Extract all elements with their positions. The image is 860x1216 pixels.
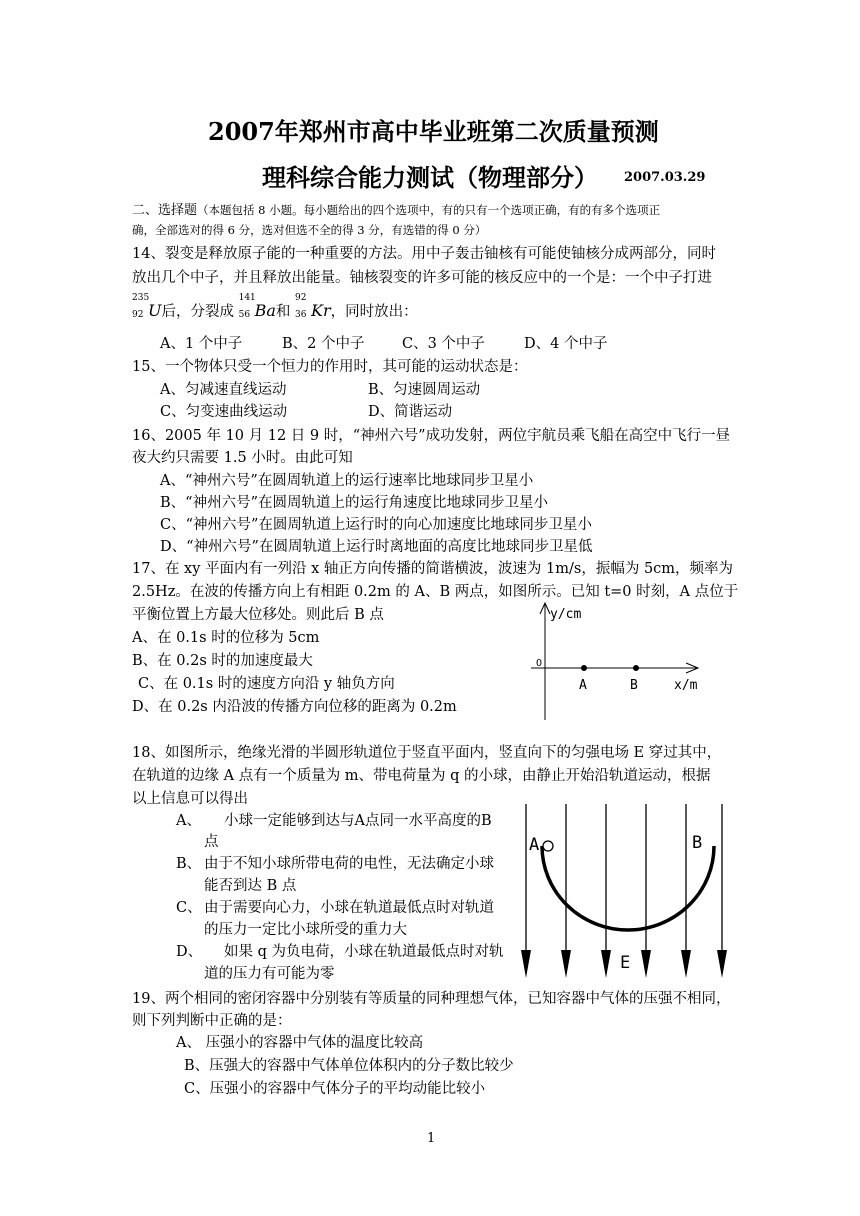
q16-line2: 夜大约只需要 1.5 小时。由此可知 [132,450,353,466]
section-heading: 二、选择题 [132,203,198,218]
q18-option-d-line2: 道的压力有可能为零 [204,966,335,982]
q17-option-c: C、在 0.1s 时的速度方向沿 y 轴负方向 [138,676,395,692]
q14-option-a: A、1 个中子 [160,336,243,352]
q18-option-a-label: A、 [176,813,201,829]
q16-line1: 16、2005 年 10 月 12 日 9 时，“神州六号”成功发射，两位宇航员乘飞船在高空中飞行一昼 [132,428,731,444]
q14-line3: 235 92 U后，分裂成 141 56 Ba和 92 36 Kr，同时放出： [132,293,418,320]
point-a-label: A [529,835,540,855]
field-label: E [620,953,631,973]
q18-option-d-label: D、 [176,944,203,960]
section-heading-line [132,199,660,218]
q19-option-a: A、 压强小的容器中气体的温度比较高 [176,1035,424,1051]
point-b-label: B [630,678,638,693]
q14-line2: 放出几个中子，并且释放出能量。铀核裂变的许多可能的核反应中的一个是：一个中子打进 [132,270,712,286]
q15-stem: 15、一个物体只受一个恒力的作用时，其可能的运动状态是： [132,359,528,375]
origin-label: O [536,658,543,669]
point-b-dot [633,665,639,671]
q18-option-d-line1: 如果 q 为负电荷，小球在轨道最低点时对轨 [224,944,504,960]
q16-option-d: D、“神州六号”在圆周轨道上运行时离地面的高度比地球同步卫星低 [160,539,593,555]
q19-line1: 19、两个相同的密闭容器中分别装有等质量的同种理想气体，已知容器中气体的压强不相同， [132,991,731,1007]
q15-option-c: C、匀变速曲线运动 [160,404,288,420]
q18-option-c-label: C、 [176,900,202,916]
wave-axis-figure [528,600,708,724]
q14-option-c: C、3 个中子 [402,336,485,352]
q14-line1: 14、裂变是释放原子能的一种重要的方法。用中子轰击铀核有可能使铀核分成两部分，同时 [132,246,716,262]
q18-option-b-line2: 能否到达 B 点 [204,878,297,894]
point-a-label: A [579,678,587,693]
ball [543,841,553,851]
q18-option-c-line2: 的压力一定比小球所受的重力大 [204,922,407,938]
q17-option-a: A、在 0.1s 时的位移为 5cm [132,630,320,646]
exam-date: 2007.03.29 [624,170,706,185]
q18-line3: 以上信息可以得出 [132,791,248,807]
q17-line2: 2.5Hz。在波的传播方向上有相距 0.2m 的 A、B 两点，如图所示。已知 t=0 时刻，A 点位于 [132,584,739,600]
field-lines [526,804,722,960]
uranium-isotope: 235 92 U [132,293,162,320]
page-number: 1 [427,1131,436,1146]
q14-option-b: B、2 个中子 [282,336,365,352]
point-b-label: B [692,833,703,853]
q15-option-a: A、匀减速直线运动 [160,382,287,398]
q18-option-a-line1: 小球一定能够到达与A点同一水平高度的B [224,813,492,829]
section-note: （本题包括 8 小题。每小题给出的四个选项中，有的只有一个选项正确，有的有多个选项正 [197,203,661,217]
q16-option-c: C、“神州六号”在圆周轨道上运行时的向心加速度比地球同步卫星小 [160,517,592,533]
q17-line1: 17、在 xy 平面内有一列沿 x 轴正方向传播的简谐横波，波速为 1m/s，振幅为 5cm，频率为 [132,561,734,577]
q16-option-a: A、“神州六号”在圆周轨道上的运行速率比地球同步卫星小 [160,473,534,489]
q18-option-b-line1: 由于不知小球所带电荷的电性，无法确定小球 [204,856,494,872]
semicircle-track [542,846,714,930]
krypton-isotope: 92 36 Kr [295,293,331,320]
barium-isotope: 141 56 Ba [238,293,276,320]
q17-option-b: B、在 0.2s 时的加速度最大 [132,653,313,669]
page-subtitle: 理科综合能力测试（物理部分） [262,163,598,192]
q18-option-c-line1: 由于需要向心力，小球在轨道最低点时对轨道 [204,900,494,916]
section-note-line2: 确，全部选对的得 6 分，选对但选不全的得 3 分，有选错的得 0 分） [132,223,487,237]
q19-option-c: C、压强小的容器中气体分子的平均动能比较小 [184,1081,486,1097]
q17-line3: 平衡位置上方最大位移处。则此后 B 点 [132,607,384,623]
q19-option-b: B、压强大的容器中气体单位体积内的分子数比较少 [184,1058,514,1074]
q14-option-d: D、4 个中子 [524,336,608,352]
q15-option-b: B、匀速圆周运动 [368,382,481,398]
q15-option-d: D、简谐运动 [368,404,453,420]
q17-option-d: D、在 0.2s 内沿波的传播方向位移的距离为 0.2m [132,699,457,715]
q18-line2: 在轨道的边缘 A 点有一个质量为 m、带电荷量为 q 的小球，由静止开始沿轨道运动，根据 [132,768,711,784]
q19-line2: 则下列判断中正确的是： [132,1013,292,1029]
semicircle-track-figure [514,800,734,988]
y-axis-label: y/cm [550,607,582,622]
q18-option-b-label: B、 [176,856,202,872]
q18-line1: 18、如图所示，绝缘光滑的半圆形轨道位于竖直平面内，竖直向下的匀强电场 E 穿过其中， [132,745,722,761]
q16-option-b: B、“神州六号”在圆周轨道上的运行角速度比地球同步卫星小 [160,495,548,511]
page-title: 2007年郑州市高中毕业班第二次质量预测 [208,117,659,146]
q18-option-a-line2: 点 [204,834,219,850]
x-axis-label: x/m [674,678,698,693]
point-a-dot [581,665,587,671]
